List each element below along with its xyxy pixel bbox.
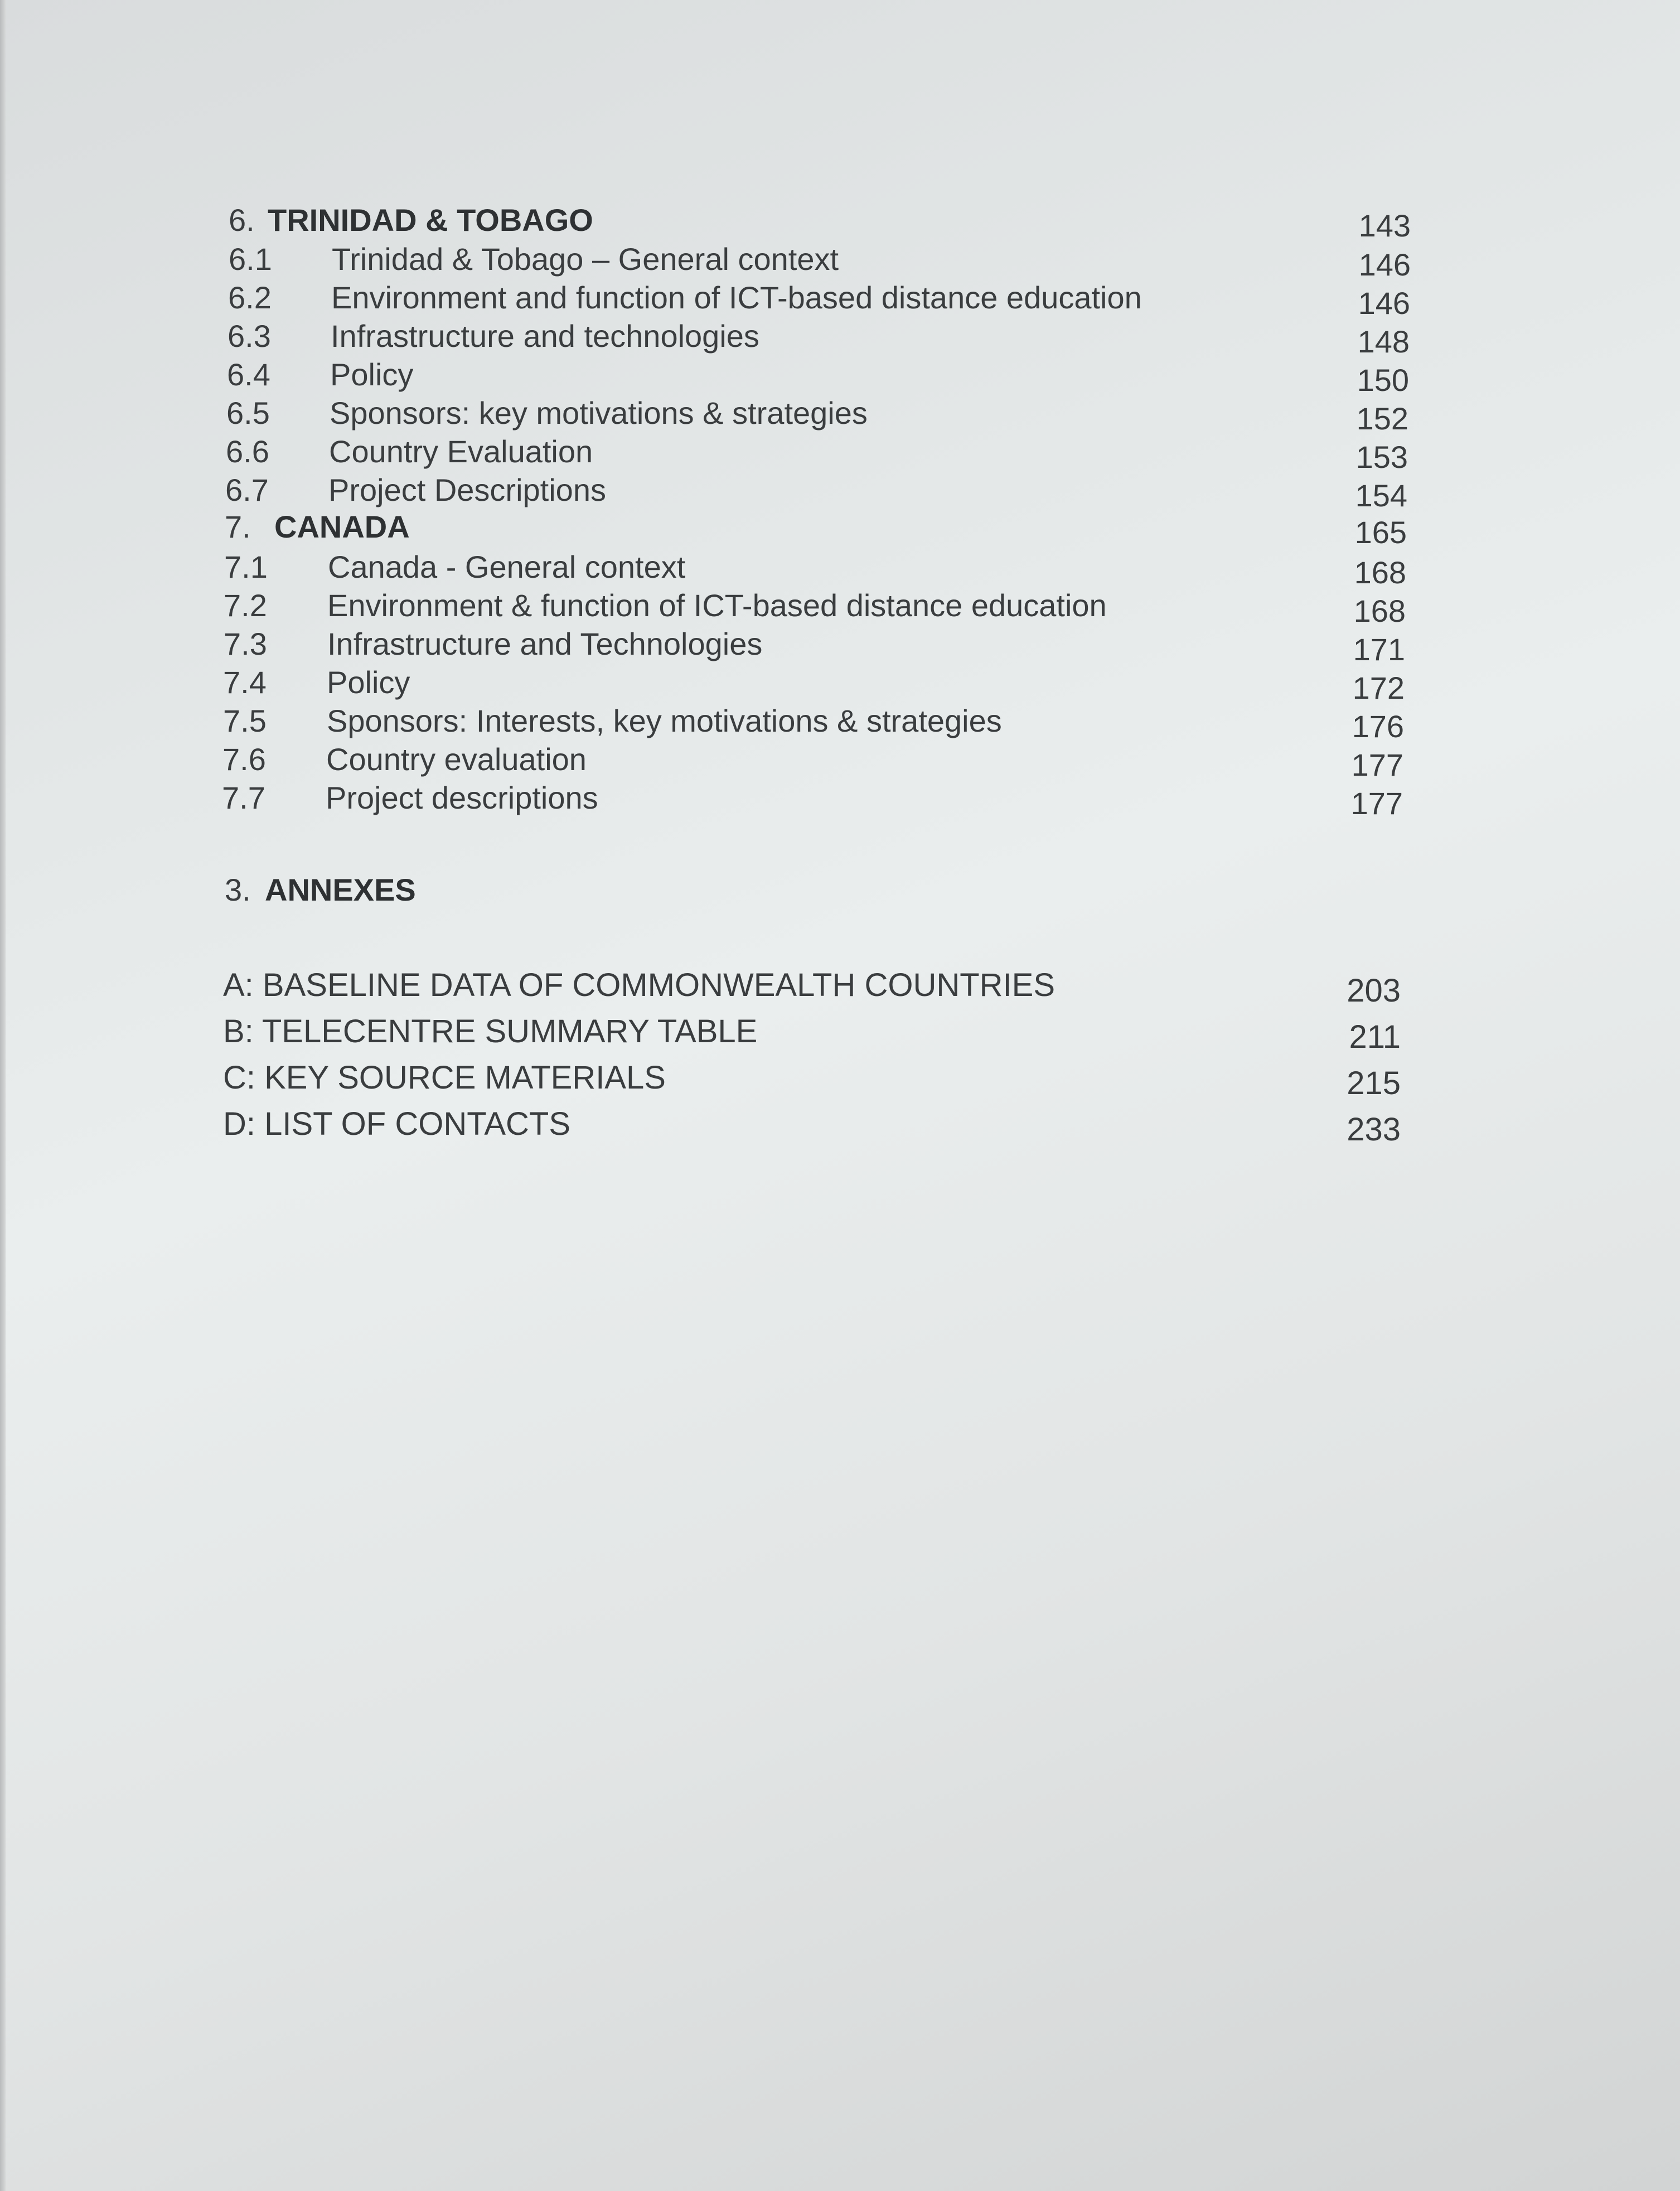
toc-entry-7-5[interactable] — [0, 699, 1680, 743]
toc-section-title: CANADA — [274, 509, 410, 544]
toc-page-number: 146 — [1358, 247, 1411, 282]
toc-page-number: 165 — [1354, 515, 1407, 550]
toc-page-number: 152 — [1356, 401, 1408, 436]
toc-entry-number: 7.5 — [223, 703, 267, 738]
toc-page-number: 143 — [1358, 208, 1411, 243]
toc-page-number: 146 — [1358, 286, 1410, 321]
toc-section-heading-7[interactable] — [0, 505, 1680, 549]
toc-page-number: 215 — [1347, 1065, 1401, 1101]
toc-entry-title: Infrastructure and Technologies — [327, 626, 763, 661]
toc-entry-number: 6.1 — [229, 241, 272, 277]
toc-entry-title: Canada - General context — [328, 549, 686, 584]
toc-entry-number: 6.4 — [227, 357, 270, 392]
toc-entry-number: 7.1 — [224, 549, 268, 584]
toc-entry-title: Policy — [330, 357, 414, 392]
toc-entry-6-5[interactable] — [0, 391, 1680, 436]
toc-entry-6-3[interactable] — [0, 314, 1680, 359]
toc-page-number: 168 — [1353, 593, 1406, 628]
toc-entry-7-2[interactable] — [0, 583, 1680, 628]
toc-entry-number: 6.2 — [228, 280, 272, 315]
toc-entry-title: Infrastructure and technologies — [331, 318, 759, 354]
toc-annex-d[interactable] — [0, 1102, 1680, 1147]
toc-entry-number: 7.2 — [224, 588, 267, 623]
toc-entry-title: Country evaluation — [326, 742, 587, 777]
toc-entry-title: Environment and function of ICT-based distance education — [331, 280, 1142, 315]
toc-page-number: 203 — [1347, 973, 1401, 1009]
toc-annex-title: A: BASELINE DATA OF COMMONWEALTH COUNTRIES — [223, 967, 1056, 1003]
toc-page-number: 172 — [1352, 670, 1405, 705]
toc-section-title: ANNEXES — [265, 872, 416, 907]
toc-entry-number: 7.7 — [222, 780, 265, 815]
toc-annex-title: C: KEY SOURCE MATERIALS — [223, 1060, 666, 1096]
toc-entry-title: Sponsors: Interests, key motivations & strategies — [327, 703, 1002, 738]
toc-entry-title: Environment & function of ICT-based distance education — [327, 588, 1107, 623]
toc-entry-title: Sponsors: key motivations & strategies — [330, 395, 868, 431]
toc-entry-number: 7.6 — [222, 742, 266, 777]
toc-page-number: 148 — [1357, 324, 1410, 359]
toc-entry-7-7[interactable] — [0, 776, 1680, 820]
toc-page-number: 154 — [1355, 478, 1407, 513]
toc-page-number: 171 — [1353, 632, 1405, 667]
toc-entry-number: 7.3 — [224, 626, 267, 661]
toc-entry-7-1[interactable] — [0, 545, 1680, 589]
toc-section-heading-6[interactable] — [0, 198, 1680, 243]
toc-annex-a[interactable] — [0, 963, 1680, 1008]
toc-entry-6-1[interactable] — [0, 237, 1680, 282]
toc-entry-title: Trinidad & Tobago – General context — [332, 241, 839, 277]
toc-entry-6-4[interactable] — [0, 352, 1680, 397]
toc-annex-b[interactable] — [0, 1009, 1680, 1054]
toc-page-number: 153 — [1355, 439, 1408, 475]
toc-entry-number: 6.7 — [225, 472, 269, 507]
toc-entry-6-2[interactable] — [0, 275, 1680, 320]
toc-section-number: 7. — [225, 509, 251, 544]
toc-section-number: 3. — [225, 872, 251, 907]
toc-entry-title: Country Evaluation — [329, 434, 593, 469]
toc-annex-c[interactable] — [0, 1056, 1680, 1100]
toc-page-number: 150 — [1357, 362, 1409, 398]
toc-entry-title: Project descriptions — [326, 780, 598, 815]
toc-entry-7-3[interactable] — [0, 622, 1680, 666]
toc-entry-title: Policy — [327, 665, 410, 700]
toc-entry-number: 6.3 — [227, 318, 271, 354]
toc-page-number: 168 — [1354, 555, 1406, 590]
toc-entry-7-6[interactable] — [0, 737, 1680, 782]
toc-entry-number: 6.5 — [226, 395, 270, 431]
toc-section-number: 6. — [229, 202, 255, 238]
toc-entry-6-6[interactable] — [0, 429, 1680, 474]
toc-page-number: 177 — [1351, 747, 1403, 782]
toc-annexes-heading[interactable] — [0, 868, 1680, 912]
toc-page-number: 233 — [1347, 1111, 1401, 1148]
toc-annex-title: B: TELECENTRE SUMMARY TABLE — [223, 1013, 758, 1049]
toc-entry-number: 7.4 — [223, 665, 267, 700]
toc-page-number: 176 — [1352, 709, 1404, 744]
toc-entry-number: 6.6 — [226, 434, 269, 469]
toc-entry-title: Project Descriptions — [328, 472, 606, 507]
toc-annex-title: D: LIST OF CONTACTS — [223, 1106, 571, 1142]
toc-section-title: TRINIDAD & TOBAGO — [268, 202, 593, 238]
toc-entry-7-4[interactable] — [0, 660, 1680, 705]
toc-page-number: 211 — [1349, 1019, 1401, 1055]
toc-page-number: 177 — [1350, 786, 1403, 821]
